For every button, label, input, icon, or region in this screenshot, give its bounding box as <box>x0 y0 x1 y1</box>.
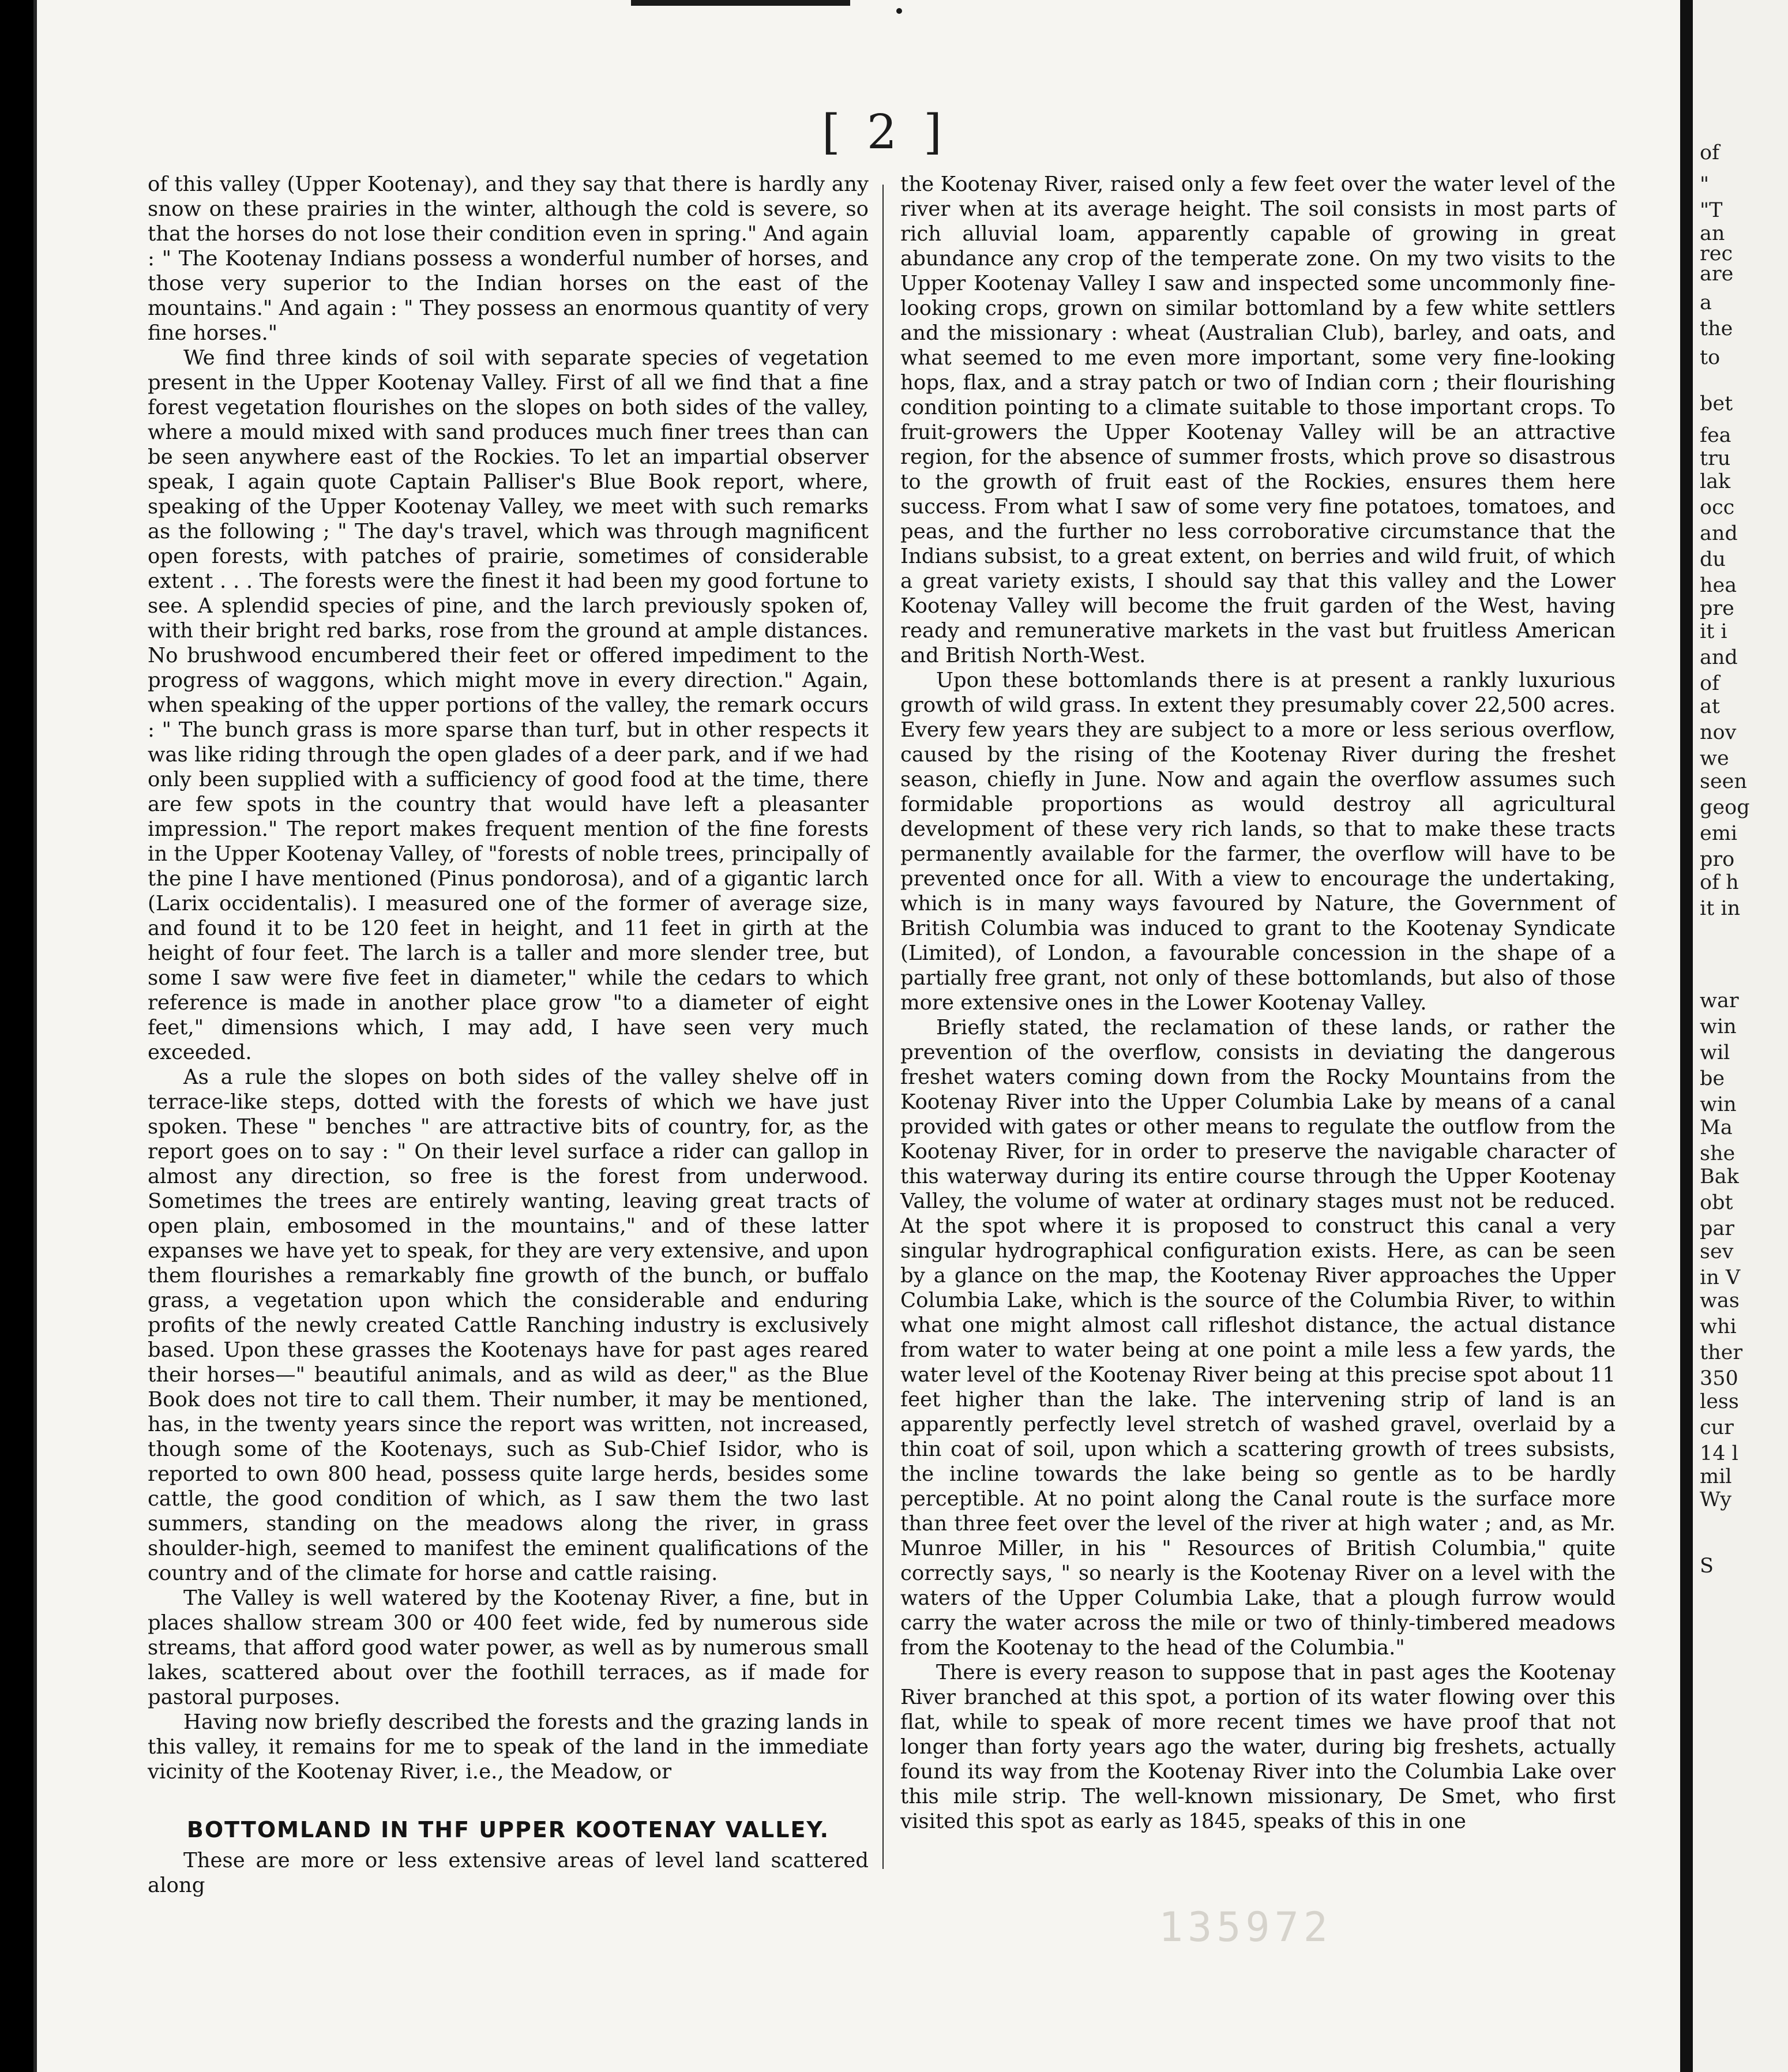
right-paragraph-3: Briefly stated, the reclamation of these lands, or rather the prevention of the overflow, consists in deviating the dangerous freshet waters coming down from the Rocky Mountains from the Kootenay River into the Upper Columbia Lake by means of a canal provided with gates or other means to regulate the outflow from the Kootenay River, for in order to preserve the navigable character of this waterway during its entire course through the Upper Kootenay Valley, the volume of water at ordinary stages must not be reduced. At the spot where it is proposed to construct this canal a very singular hydrographical configuration exists. Here, as can be seen by a glance on the map, the Kootenay River approaches the Upper Columbia Lake, which is the source of the Columbia River, to within what one might almost call rifleshot distance, the actual distance from water to water being at one point a mile less a few yards, the water level of the Kootenay River being at this precise spot about 11 feet higher than the lake. The intervening strip of land is an apparently perfectly level stretch of washed gravel, overlaid by a thin coat of soil, upon which a scattering growth of trees subsists, the incline towards the lake being so gentle as to be hardly perceptible. At no point along the Canal route is the surface more than three feet over the level of the river at high water ; and, as Mr. Munroe Miller, in his " Resources of British Columbia," quite correctly says, " so nearly is the Kootenay River on a level with the waters of the Upper Columbia Lake, that a plough furrow would carry the water across the mile or two of thinly-timbered meadows from the Kootenay to the head of the Columbia." <box>900 1016 1616 1660</box>
adjacent-page-fragment: of <box>1700 672 1720 695</box>
section-heading: BOTTOMLAND IN THF UPPER KOOTENAY VALLEY. <box>186 1817 830 1842</box>
adjacent-page-fragment: it i <box>1700 620 1727 643</box>
adjacent-page-fragment: lak <box>1700 470 1731 493</box>
column-divider <box>882 185 884 1869</box>
right-column <box>900 172 1616 1834</box>
adjacent-page-fragment: mil <box>1700 1465 1732 1488</box>
left-paragraph-1: of this valley (Upper Kootenay), and they say that there is hardly any snow on these prairies in the winter, although the cold is severe, so that the horses do not lose their condition even in spring." And again : " The Kootenay Indians possess a wonderful number of horses, and those very superior to the Indian horses on the east of the mountains." And again : " They possess an enormous quantity of very fine horses." <box>148 172 869 345</box>
adjacent-page-fragment: pre <box>1700 597 1734 620</box>
adjacent-page-edge <box>1693 0 1788 2072</box>
adjacent-page-fragment: of h <box>1700 871 1739 894</box>
adjacent-page-fragment: and <box>1700 522 1738 545</box>
adjacent-page-fragment: emi <box>1700 822 1738 845</box>
adjacent-page-fragment: we <box>1700 747 1729 770</box>
adjacent-page-fragment: Ma <box>1700 1116 1733 1139</box>
adjacent-page-fragment: nov <box>1700 721 1737 744</box>
adjacent-page-fragment: the <box>1700 317 1733 340</box>
adjacent-page-fragment: seen <box>1700 770 1747 793</box>
adjacent-page-fragment: was <box>1700 1289 1740 1312</box>
adjacent-page-fragment: Bak <box>1700 1165 1739 1188</box>
left-paragraph-5: Having now briefly described the forests and the grazing lands in this valley, it remains for me to speak of the land in the immediate vicinity of the Kootenay River, i.e., the Meadow, or <box>148 1710 869 1784</box>
adjacent-page-fragment: to <box>1700 346 1721 369</box>
adjacent-page-fragment: S <box>1700 1555 1714 1578</box>
adjacent-page-fragment: win <box>1700 1015 1737 1038</box>
left-paragraph-2: We find three kinds of soil with separate species of vegetation present in the Upper Kootenay Valley. First of all we find that a fine forest vegetation flourishes on the slopes on both sides of the valley, where a mould mixed with sand produces much finer trees than can be seen anywhere east of the Rockies. To let an impartial observer speak, I again quote Captain Palliser's Blue Book report, where, speaking of the Upper Kootenay Valley, we meet with such remarks as the following ; " The day's travel, which was through magnificent open forests, with patches of prairie, sometimes of considerable extent . . . The forests were the finest it had been my good fortune to see. A splendid species of pine, and the larch previously spoken of, with their bright red barks, rose from the ground at ample distances. No brushwood encumbered their feet or offered impediment to the progress of waggons, which might move in every direction." Again, when speaking of the upper portions of the valley, the remark occurs : " The bunch grass is more sparse than turf, but in other respects it was like riding through the open glades of a deer park, and if we had only been supplied with a sufficiency of good food at the time, there are few spots in the country that would have left a pleasanter impression." The report makes frequent mention of the fine forests in the Upper Kootenay Valley, of "forests of noble trees, principally of the pine I have mentioned (Pinus pondorosa), and of a gigantic larch (Larix occidentalis). I measured one of the former of average size, and found it to be 120 feet in height, and 11 feet in girth at the height of four feet. The larch is a taller and more slender tree, but some I saw were five feet in diameter," while the cedars to which reference is made in another place grow "to a diameter of eight feet," dimensions which, I may add, I have seen very much exceeded. <box>148 346 869 1064</box>
adjacent-page-fragment: a <box>1700 291 1712 314</box>
adjacent-page-fragment: du <box>1700 548 1726 571</box>
adjacent-page-fragment: be <box>1700 1067 1725 1090</box>
adjacent-page-fragment: obt <box>1700 1191 1733 1214</box>
adjacent-page-fragment: rec <box>1700 242 1733 265</box>
right-paragraph-2: Upon these bottomlands there is at present a rankly luxurious growth of wild grass. In extent they presumably cover 22,500 acres. Every few years they are subject to a more or less serious overflow, caused by the rising of the Kootenay River during the freshet season, chiefly in June. Now and again the overflow assumes such formidable proportions as would destroy all agricultural development of these very rich lands, so that to make these tracts permanently available for the farmer, the overflow will have to be prevented once for all. With a view to encourage the undertaking, which is in many ways favoured by Nature, the Government of British Columbia was induced to grant to the Kootenay Syndicate (Limited), of London, a favourable concession in the shape of a partially free grant, not only of these bottomlands, but also of those more extensive ones in the Lower Kootenay Valley. <box>900 669 1616 1015</box>
left-paragraph-4: The Valley is well watered by the Kootenay River, a fine, but in places shallow stream 300 or 400 feet wide, fed by numerous side streams, that afford good water power, as well as by numerous small lakes, scattered about over the foothill terraces, as if made for pastoral purposes. <box>148 1586 869 1709</box>
left-column <box>148 172 869 1898</box>
left-paragraph-3: As a rule the slopes on both sides of the valley shelve off in terrace-like steps, dotted with the forests of which we have just spoken. These " benches " are attractive bits of country, for, as the report goes on to say : " On their level surface a rider can gallop in almost any direction, so free is the forest from underwood. Sometimes the trees are entirely wanting, leaving great tracts of open plain, embosomed in the mountains," and of these latter expanses we have yet to speak, for they are very extensive, and upon them flourishes a remarkably fine growth of the bunch, or buffalo grass, a vegetation upon which the considerable and enduring profits of the newly created Cattle Ranching industry is exclusively based. Upon these grasses the Kootenays have for past ages reared their horses—" beautiful animals, and as wild as deer," as the Blue Book does not tire to call them. Their number, it may be mentioned, has, in the twenty years since the report was written, not increased, though some of the Kootenays, such as Sub-Chief Isidor, who is reported to own 800 head, possess quite large herds, besides some cattle, the good condition of which, as I saw them the two last summers, standing on the meadows along the river, in grass shoulder-high, seemed to manifest the eminent qualifications of the country and of the climate for horse and cattle raising. <box>148 1065 869 1585</box>
adjacent-page-fragment: 350 <box>1700 1367 1738 1390</box>
page-gutter <box>1680 0 1693 2072</box>
adjacent-page-fragment: hea <box>1700 574 1737 597</box>
adjacent-page-fragment: par <box>1700 1217 1735 1240</box>
scan-dot <box>896 8 902 14</box>
adjacent-page-fragment: less <box>1700 1390 1739 1413</box>
adjacent-page-fragment: whi <box>1700 1315 1737 1338</box>
page-number: [ 2 ] <box>821 105 948 160</box>
left-paragraph-6: These are more or less extensive areas of level land scattered along <box>148 1849 869 1897</box>
adjacent-page-fragment: at <box>1700 695 1720 718</box>
adjacent-page-fragment: and <box>1700 646 1738 669</box>
adjacent-page-fragment: geog <box>1700 796 1750 819</box>
adjacent-page-fragment: " <box>1700 173 1710 196</box>
adjacent-page-fragment: of <box>1700 141 1720 164</box>
adjacent-page-fragment: cur <box>1700 1416 1734 1439</box>
scan-edge-mark <box>631 0 850 6</box>
adjacent-page-fragment: sev <box>1700 1240 1734 1263</box>
adjacent-page-fragment: bet <box>1700 392 1733 415</box>
adjacent-page-fragment: Wy <box>1700 1488 1731 1511</box>
adjacent-page-fragment: "T <box>1700 199 1723 222</box>
adjacent-page-fragment: tru <box>1700 447 1731 470</box>
adjacent-page-fragment: war <box>1700 989 1739 1012</box>
catalog-stamp: 135972 <box>1159 1904 1332 1951</box>
adjacent-page-fragment: 14 l <box>1700 1442 1738 1465</box>
adjacent-page-fragment: it in <box>1700 897 1741 920</box>
adjacent-page-fragment: occ <box>1700 496 1735 519</box>
adjacent-page-fragment: an <box>1700 222 1725 245</box>
adjacent-page-fragment: she <box>1700 1142 1736 1165</box>
adjacent-page-fragment: pro <box>1700 848 1735 871</box>
adjacent-page-fragment: wil <box>1700 1041 1730 1064</box>
adjacent-page-fragment: ther <box>1700 1341 1743 1364</box>
adjacent-page-fragment: are <box>1700 262 1734 286</box>
right-paragraph-1: the Kootenay River, raised only a few feet over the water level of the river when at its average height. The soil consists in most parts of rich alluvial loam, apparently capable of growing in great abundance any crop of the temperate zone. On my two visits to the Upper Kootenay Valley I saw and inspected some uncommonly fine-looking crops, grown on similar bottomland by a few white settlers and the missionary : wheat (Australian Club), barley, and oats, and what seemed to me even more important, some very fine-looking hops, flax, and a stray patch or two of Indian corn ; their flourishing condition pointing to a climate suitable to those important crops. To fruit-growers the Upper Kootenay Valley will be an attractive region, for the absence of summer frosts, which prove so disastrous to the growth of fruit east of the Rockies, ensures them here success. From what I saw of some very fine potatoes, tomatoes, and peas, and the further no less corroborative circumstance that the Indians subsist, to a great extent, on berries and wild fruit, of which a great variety exists, I should say that this valley and the Lower Kootenay Valley will become the fruit garden of the West, having ready and remunerative markets in the vast but fruitless American and British North-West. <box>900 172 1616 667</box>
adjacent-page-fragment: in V <box>1700 1266 1741 1289</box>
adjacent-page-fragment: fea <box>1700 424 1731 447</box>
right-paragraph-4: There is every reason to suppose that in past ages the Kootenay River branched at this spot, a portion of its water flowing over this flat, while to speak of more recent times we have proof that not longer than forty years ago the water, during big freshets, actually found its way from the Kootenay River into the Columbia Lake over this mile strip. The well-known missionary, De Smet, who first visited this spot as early as 1845, speaks of this in one <box>900 1661 1616 1833</box>
adjacent-page-fragment: win <box>1700 1093 1737 1116</box>
scanned-page <box>33 0 1684 2072</box>
